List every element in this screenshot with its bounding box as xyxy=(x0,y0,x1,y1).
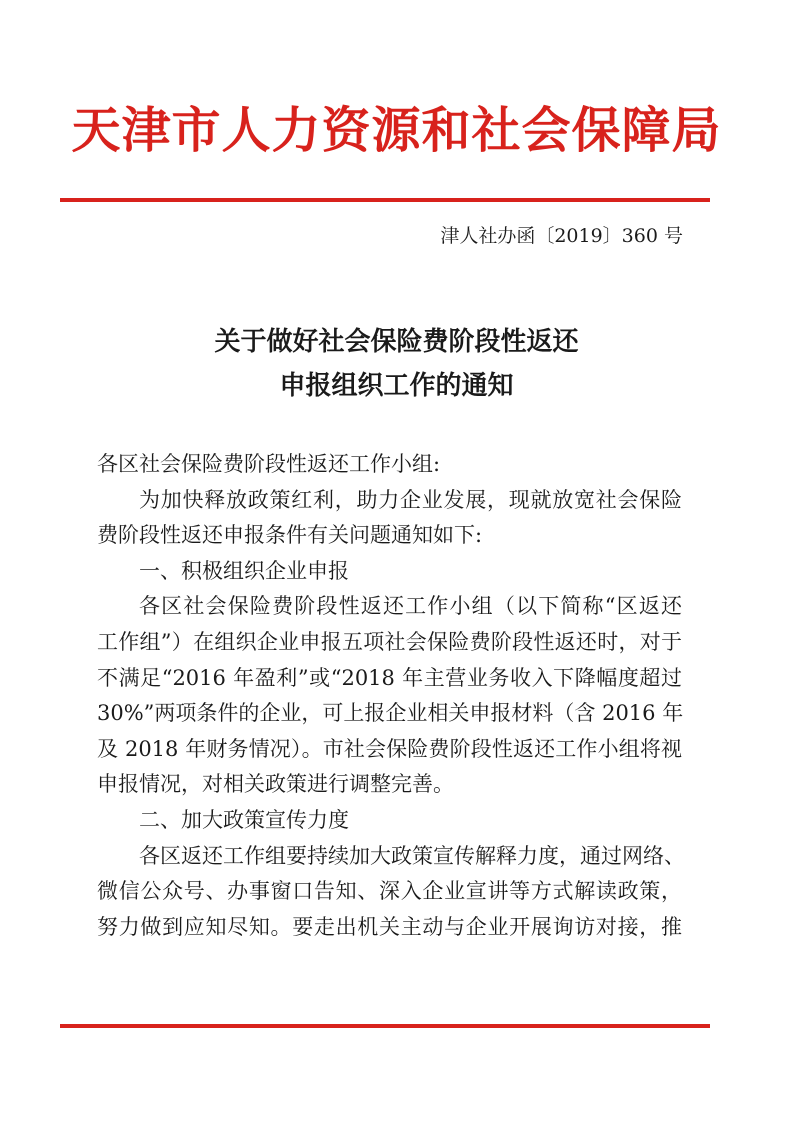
intro-line-2: 费阶段性返还申报条件有关问题通知如下: xyxy=(97,523,483,548)
document-body xyxy=(97,447,685,945)
section-2-line: 微信公众号、办事窗口告知、深入企业宣讲等方式解读政策， xyxy=(97,879,682,904)
salutation: 各区社会保险费阶段性返还工作小组: xyxy=(97,452,441,476)
masthead: 天津市人力资源和社会保障局 xyxy=(71,101,722,159)
section-1-line: 各区社会保险费阶段性返还工作小组（以下简称“区返还 xyxy=(139,594,682,619)
section-1-line: 及 2018 年财务情况）。市社会保险费阶段性返还工作小组将视 xyxy=(97,736,682,761)
document-number: 津人社办函〔2019〕360 号 xyxy=(440,225,683,247)
section-1-line: 不满足“2016 年盈利”或“2018 年主营业务收入下降幅度超过 xyxy=(97,665,682,690)
section-2-line: 努力做到应知尽知。要走出机关主动与企业开展询访对接，推 xyxy=(97,914,682,939)
title-line-1: 关于做好社会保险费阶段性返还 xyxy=(214,327,579,357)
section-1-line: 申报情况，对相关政策进行调整完善。 xyxy=(97,772,454,797)
red-header-rule xyxy=(60,198,710,202)
document-title xyxy=(0,320,793,408)
section-1-line: 工作组”）在组织企业申报五项社会保险费阶段性返还时，对于 xyxy=(97,629,682,654)
section-2-heading: 二、加大政策宣传力度 xyxy=(139,807,349,832)
intro-line-1: 为加快释放政策红利，助力企业发展，现就放宽社会保险 xyxy=(139,487,682,512)
section-1-line: 30%”两项条件的企业，可上报企业相关申报材料（含 2016 年 xyxy=(97,701,684,726)
section-1-heading: 一、积极组织企业申报 xyxy=(139,558,349,583)
red-footer-rule xyxy=(60,1024,710,1028)
section-2-line: 各区返还工作组要持续加大政策宣传解释力度，通过网络、 xyxy=(139,843,685,868)
title-line-2: 申报组织工作的通知 xyxy=(279,371,514,401)
